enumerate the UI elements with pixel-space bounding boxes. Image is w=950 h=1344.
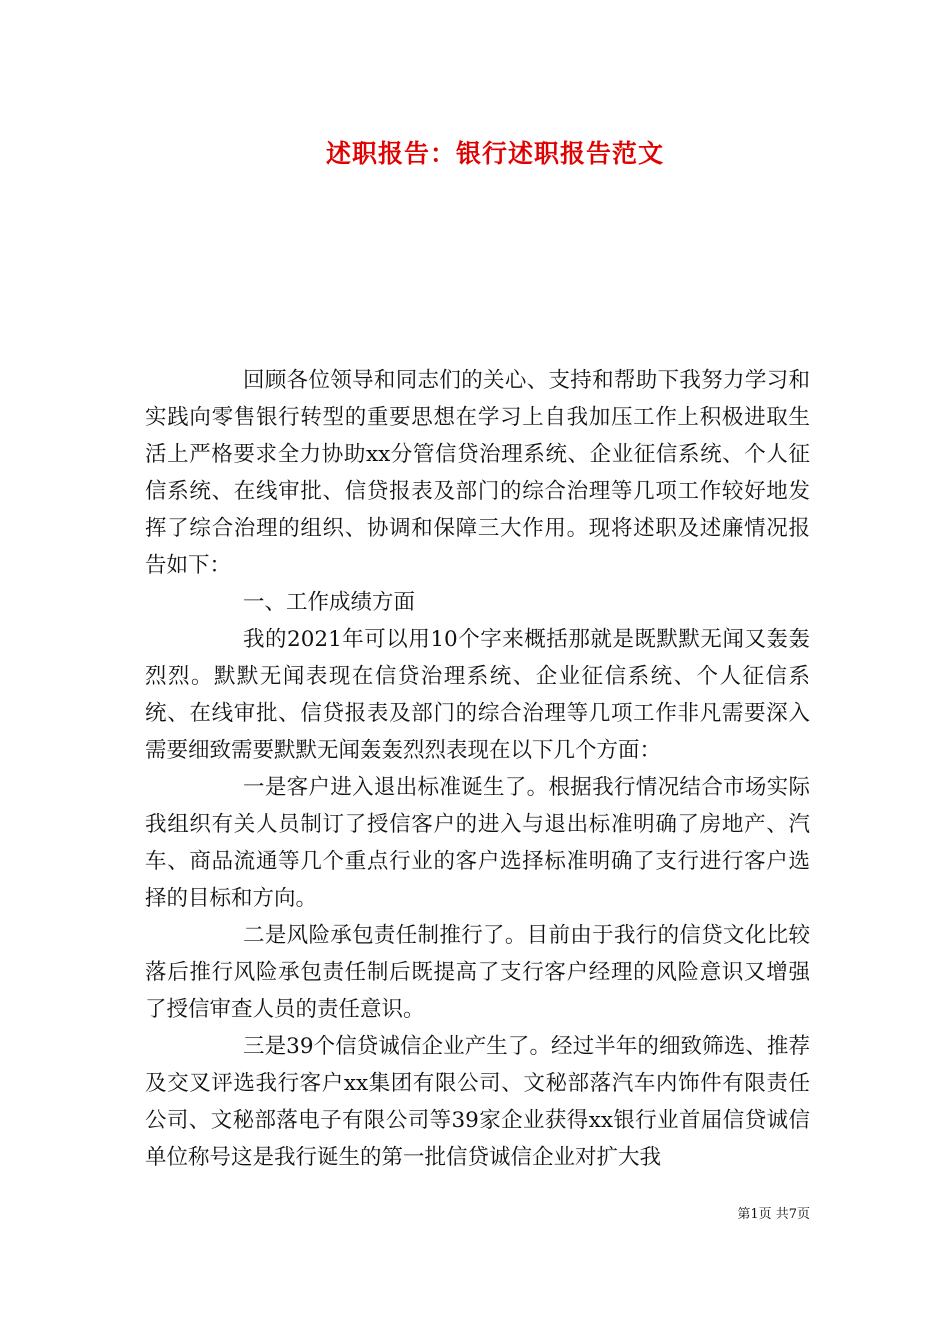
paragraph-summary: 我的2021年可以用10个字来概括那就是既默默无闻又轰轰烈烈。默默无闻表现在信贷治理系统、企业征信系统、个人征信系统、在线审批、信贷报表及部门的综合治理等几项工作非凡需要深入需要细致需要默默无闻轰轰烈烈表现在以下几个方面： <box>145 627 810 763</box>
document-title: 述职报告：银行述职报告范文 <box>325 139 664 168</box>
page-number: 第1页 共7页 <box>737 1207 810 1222</box>
paragraph-point-two: 二是风险承包责任制推行了。目前由于我行的信贷文化比较落后推行风险承包责任制后既提高了支行客户经理的风险意识又增强了授信审查人员的责任意识。 <box>145 923 810 1022</box>
paragraph-point-three: 三是39个信贷诚信企业产生了。经过半年的细致筛选、推荐及交叉评选我行客户xx集团有限公司、文秘部落汽车内饰件有限责任公司、文秘部落电子有限公司等39家企业获得xx银行业首届信贷诚信单位称号这是我行诞生的第一批信贷诚信企业对扩大我 <box>145 1034 810 1170</box>
paragraph-point-one: 一是客户进入退出标准诞生了。根据我行情况结合市场实际我组织有关人员制订了授信客户的进入与退出标准明确了房地产、汽车、商品流通等几个重点行业的客户选择标准明确了支行进行客户选择的目标和方向。 <box>145 775 810 911</box>
paragraph-intro: 回顾各位领导和同志们的关心、支持和帮助下我努力学习和实践向零售银行转型的重要思想在学习上自我加压工作上积极进取生活上严格要求全力协助xx分管信贷治理系统、企业征信系统、个人征信系统、在线审批、信贷报表及部门的综合治理等几项工作较好地发挥了综合治理的组织、协调和保障三大作用。现将述职及述廉情况报告如下： <box>145 368 810 578</box>
section-heading-achievements: 一、工作成绩方面 <box>243 590 416 615</box>
document-body <box>145 362 810 1176</box>
